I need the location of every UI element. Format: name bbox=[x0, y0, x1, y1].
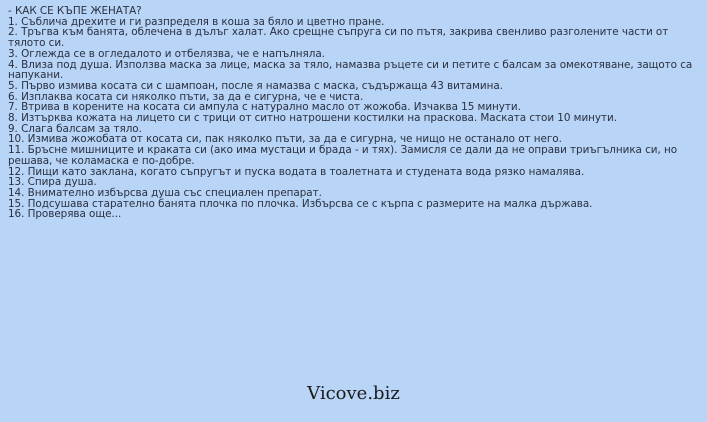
joke-step: 2. Тръгва към банята, облечена в дълъг халат. Ако срещне съпруга си по пътя, закрива свенливо разголените части от тялото си. bbox=[8, 26, 669, 50]
joke-step: 7. Втрива в корените на косата си ампула с натурално масло от жожоба. Изчаква 15 минути. bbox=[8, 101, 521, 114]
joke-step: 13. Спира душа. bbox=[8, 176, 97, 189]
joke-step: 10. Измива жожобата от косата си, пак няколко пъти, за да е сигурна, че нищо не останало от него. bbox=[8, 133, 562, 146]
joke-step: 16. Проверява още... bbox=[8, 208, 122, 221]
joke-step: 9. Слага балсам за тяло. bbox=[8, 122, 142, 135]
joke-step: 5. Първо измива косата си с шампоан, после я намазва с маска, съдържаща 43 витамина. bbox=[8, 79, 503, 92]
joke-step: 8. Изтърква кожата на лицето си с трици от ситно натрошени костилки на праскова. Маската стои 10 минути. bbox=[8, 112, 617, 125]
joke-text bbox=[8, 6, 698, 220]
joke-step: 12. Пищи като заклана, когато съпругът и пуска водата в тоалетната и студената вода рязко намалява. bbox=[8, 165, 585, 178]
joke-step: 6. Изплаква косата си няколко пъти, за да е сигурна, че е чиста. bbox=[8, 90, 364, 103]
joke-title: - КАК СЕ КЪПЕ ЖЕНАТА? bbox=[8, 5, 142, 17]
site-watermark: Vicove.biz bbox=[307, 383, 400, 404]
joke-step: 14. Внимателно избърсва душа със специален препарат. bbox=[8, 186, 322, 199]
joke-step: 1. Съблича дрехите и ги разпределя в коша за бяло и цветно пране. bbox=[8, 15, 385, 28]
joke-step: 11. Бръсне мишниците и краката си (ако има мустаци и брада - и тях). Замисля се дали да не оправи триъгълника си, но решава, че коламаска е по-добре. bbox=[8, 144, 678, 167]
joke-step: 15. Подсушава старателно банята плочка по плочка. Избърсва се с кърпа с размерите на малка държава. bbox=[8, 197, 593, 210]
joke-step: 3. Оглежда се в огледалото и отбелязва, че е напълняла. bbox=[8, 47, 325, 60]
joke-step: 4. Влиза под душа. Използва маска за лице, маска за тяло, намазва ръцете си и петите с балсам за омекотяване, защото са напукани. bbox=[8, 58, 693, 82]
